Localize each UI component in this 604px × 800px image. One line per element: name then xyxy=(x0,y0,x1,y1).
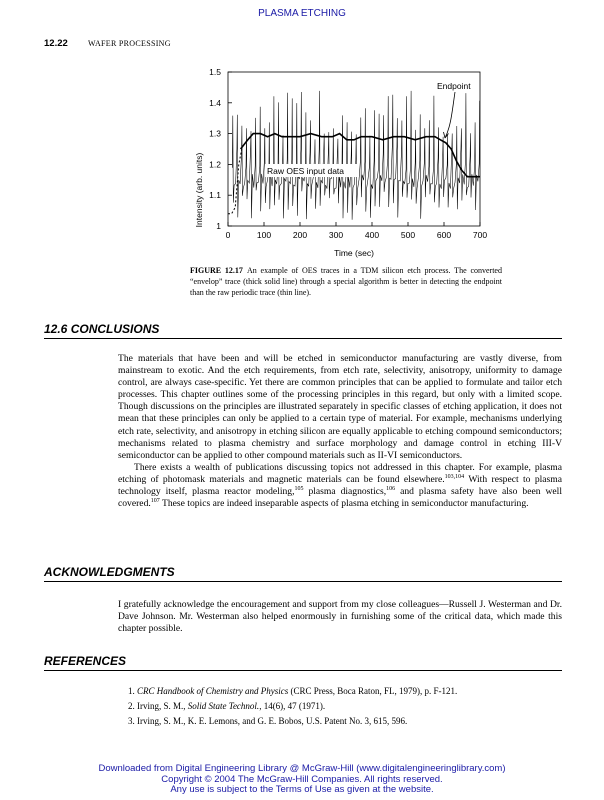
y-tick-label: 1.2 xyxy=(209,159,221,170)
y-ticks xyxy=(209,67,232,231)
x-axis-label: Time (sec) xyxy=(334,248,374,258)
running-head: WAFER PROCESSING xyxy=(88,39,171,48)
download-footer xyxy=(0,764,604,796)
oes-trace-chart xyxy=(190,62,500,262)
citation: 105 xyxy=(294,485,304,492)
x-tick-label: 400 xyxy=(364,230,380,240)
section-rule xyxy=(44,670,562,671)
conclusions-body xyxy=(118,353,562,510)
conclusions-para-2: There exists a wealth of publications discussing topics not addressed in this chapter. For example, plasma etching of photomask materials and magnetic materials can be found elsewhere.$^{103,104}$ With respect to plasma technology itself, plasma reactor modeling,$^{105}$ plasma diagnostics,$^{106}$ and plasma safety have also been well covered.$^{107}$ These topics are indeed inseparable aspects of plasma etching in semiconductor manufacturing. xyxy=(118,461,562,510)
acknowledgments-body xyxy=(118,599,562,635)
section-title-acknowledgments: ACKNOWLEDGMENTS xyxy=(44,565,175,579)
top-header-title: PLASMA ETCHING xyxy=(258,8,346,19)
x-tick-label: 300 xyxy=(328,230,344,240)
conclusions-para-1: The materials that have been and will be etched in semiconductor manufacturing are vastly diverse, from mainstream to exotic. And the etch requirements, from etch rate, selectivity, anisotropy, uniformity to damage control, are always case-specific. Yet there are common principles that can be applied to formulate and tailor etch processes. This chapter outlines some of the processing principles in this regard, but only with a limited scope. Though discussions on the principles are illustrated separately in specific classes of etching application, it does not mean that these principles can only be applied to a certain type of material. For example, mechanisms underlying etch rate, selectivity, and anisotropy in etching silicon are equally applicable to etching compound semiconductors; mechanisms related to plasma chemistry and surface morphology and damage control in etching III-V semiconductor can be applied to other compound materials such as II-VI semiconductors. xyxy=(118,353,562,461)
x-tick-label: 600 xyxy=(436,230,452,240)
section-rule xyxy=(44,338,562,339)
x-tick-label: 500 xyxy=(400,230,416,240)
x-tick-label: 100 xyxy=(256,230,272,240)
citation: 106 xyxy=(386,485,396,492)
y-tick-label: 1 xyxy=(216,221,221,231)
section-title-conclusions: 12.6 CONCLUSIONS xyxy=(44,322,160,336)
figure-caption xyxy=(190,265,502,298)
footer-line-2: Copyright © 2004 The McGraw-Hill Companies. All rights reserved. xyxy=(161,773,443,785)
y-tick-label: 1.1 xyxy=(209,190,221,201)
y-tick-label: 1.4 xyxy=(209,97,221,108)
reference-item: 2. Irving, S. M., Solid State Technol., 14(6), 47 (1971). xyxy=(128,701,326,711)
raw-oes-line xyxy=(232,91,479,220)
endpoint-arrow xyxy=(445,92,455,138)
section-rule xyxy=(44,581,562,582)
x-tick-label: 200 xyxy=(292,230,308,240)
y-tick-label: 1.3 xyxy=(209,128,221,139)
x-tick-label: 0 xyxy=(225,230,231,240)
y-axis-label: Intensity (arb. units) xyxy=(194,152,204,228)
figure-label: FIGURE 12.17 xyxy=(190,266,243,275)
reference-list xyxy=(128,684,562,729)
annotation-raw-oes: Raw OES input data xyxy=(267,166,345,176)
x-tick-label: 700 xyxy=(472,230,488,240)
annotation-endpoint: Endpoint xyxy=(437,81,471,91)
footer-line-3: Any use is subject to the Terms of Use as given at the website. xyxy=(170,784,434,795)
page-number: 12.22 xyxy=(44,38,68,49)
citation: 103,104 xyxy=(444,473,465,480)
acknowledgments-text: I gratefully acknowledge the encouragement and support from my close colleagues—Russell J. Westerman and Dr. Dave Johnson. Mr. Westerman also helped enormously in furnishing some of the critical data, which made this chapter possible. xyxy=(118,599,562,635)
plot-frame xyxy=(228,72,480,226)
y-tick-label: 1.5 xyxy=(209,67,221,77)
reference-item: 3. Irving, S. M., K. E. Lemons, and G. E. Bobos, U.S. Patent No. 3, 615, 596. xyxy=(128,716,408,726)
section-title-references: REFERENCES xyxy=(44,654,127,668)
citation: 107 xyxy=(150,497,160,504)
raw-oes-trace xyxy=(232,91,479,220)
reference-item: 1. CRC Handbook of Chemistry and Physics (CRC Press, Boca Raton, FL, 1979), p. F-121. xyxy=(128,686,458,696)
figure-caption-text: An example of OES traces in a TDM silicon etch process. The converted “envelop” trace (thick solid line) through a special algorithm is better in detecting the endpoint than the raw periodic trace (thin line). xyxy=(190,266,502,297)
x-ticks xyxy=(226,222,488,240)
footer-line-1: Downloaded from Digital Engineering Library @ McGraw-Hill (www.digitalengineeringlibrary.com) xyxy=(98,763,506,774)
